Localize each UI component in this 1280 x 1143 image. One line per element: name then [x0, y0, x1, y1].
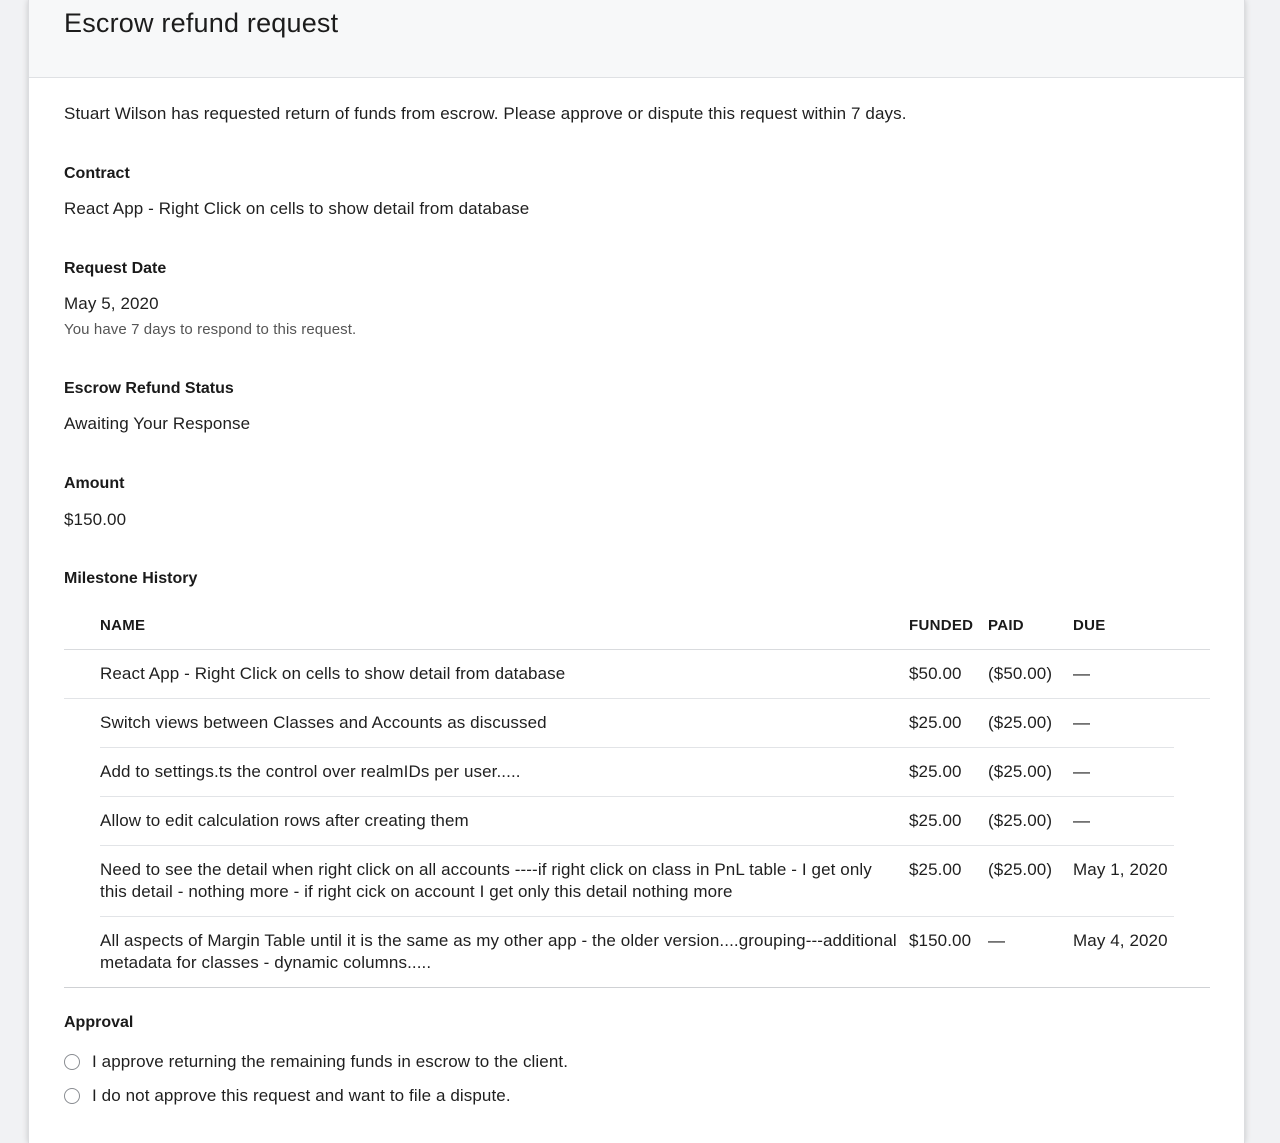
table-row — [100, 699, 1174, 748]
approve-radio[interactable] — [64, 1054, 80, 1070]
milestone-paid: ($25.00) — [988, 811, 1053, 830]
milestone-name: React App - Right Click on cells to show detail from database — [100, 664, 566, 683]
milestone-paid: ($25.00) — [988, 762, 1053, 781]
dispute-option[interactable] — [64, 1086, 511, 1106]
amount-label: Amount — [64, 475, 125, 492]
milestone-due: May 1, 2020 — [1073, 860, 1168, 879]
page-title: Escrow refund request — [64, 8, 339, 38]
milestone-funded: $25.00 — [909, 860, 962, 879]
milestone-due: — — [1073, 762, 1091, 781]
milestone-funded: $25.00 — [909, 762, 962, 781]
milestone-history-label: Milestone History — [64, 570, 198, 587]
status-value: Awaiting Your Response — [64, 414, 251, 433]
card-header — [29, 0, 1244, 78]
table-row — [100, 748, 1174, 797]
approve-option[interactable] — [64, 1052, 568, 1072]
milestone-funded: $25.00 — [909, 713, 962, 732]
milestone-paid: ($50.00) — [988, 664, 1053, 683]
milestone-due: — — [1073, 713, 1091, 732]
column-name: NAME — [100, 617, 146, 634]
table-row — [100, 797, 1174, 846]
intro-text: Stuart Wilson has requested return of funds from escrow. Please approve or dispute this request within 7 days. — [64, 104, 907, 123]
milestone-paid: — — [988, 931, 1006, 950]
contract-label: Contract — [64, 165, 130, 182]
request-date-note: You have 7 days to respond to this request. — [64, 321, 357, 338]
status-label: Escrow Refund Status — [64, 380, 234, 397]
dispute-option-label[interactable]: I do not approve this request and want to file a dispute. — [92, 1086, 511, 1105]
milestone-funded: $50.00 — [909, 664, 962, 683]
milestone-paid: ($25.00) — [988, 860, 1053, 879]
milestone-due: May 4, 2020 — [1073, 931, 1168, 950]
milestone-name: Need to see the detail when right click on all accounts ----if right click on class in PnL table - I get only this detail - nothing more - if right cick on account I get only this detail nothing more — [100, 860, 872, 901]
table-row — [64, 917, 1210, 988]
milestone-name: All aspects of Margin Table until it is the same as my other app - the older version....grouping---additional metadata for classes - dynamic columns..... — [100, 931, 897, 972]
table-header — [64, 605, 1210, 650]
request-date-label: Request Date — [64, 260, 167, 277]
milestone-funded: $150.00 — [909, 931, 972, 950]
table-row — [100, 846, 1174, 917]
column-funded: FUNDED — [909, 617, 974, 634]
milestone-table — [64, 605, 1210, 988]
contract-value: React App - Right Click on cells to show detail from database — [64, 199, 530, 218]
milestone-paid: ($25.00) — [988, 713, 1053, 732]
escrow-refund-card — [28, 0, 1245, 1143]
request-date-value: May 5, 2020 — [64, 294, 159, 313]
dispute-radio[interactable] — [64, 1088, 80, 1104]
approve-option-label[interactable]: I approve returning the remaining funds in escrow to the client. — [92, 1052, 569, 1071]
milestone-due: — — [1073, 811, 1091, 830]
table-row — [64, 650, 1210, 699]
column-paid: PAID — [988, 617, 1024, 634]
milestone-name: Switch views between Classes and Accounts as discussed — [100, 713, 547, 732]
amount-value: $150.00 — [64, 510, 127, 529]
milestone-funded: $25.00 — [909, 811, 962, 830]
milestone-due: — — [1073, 664, 1091, 683]
approval-label: Approval — [64, 1014, 134, 1031]
column-due: DUE — [1073, 617, 1106, 634]
milestone-name: Allow to edit calculation rows after creating them — [100, 811, 469, 830]
milestone-name: Add to settings.ts the control over realmIDs per user..... — [100, 762, 521, 781]
